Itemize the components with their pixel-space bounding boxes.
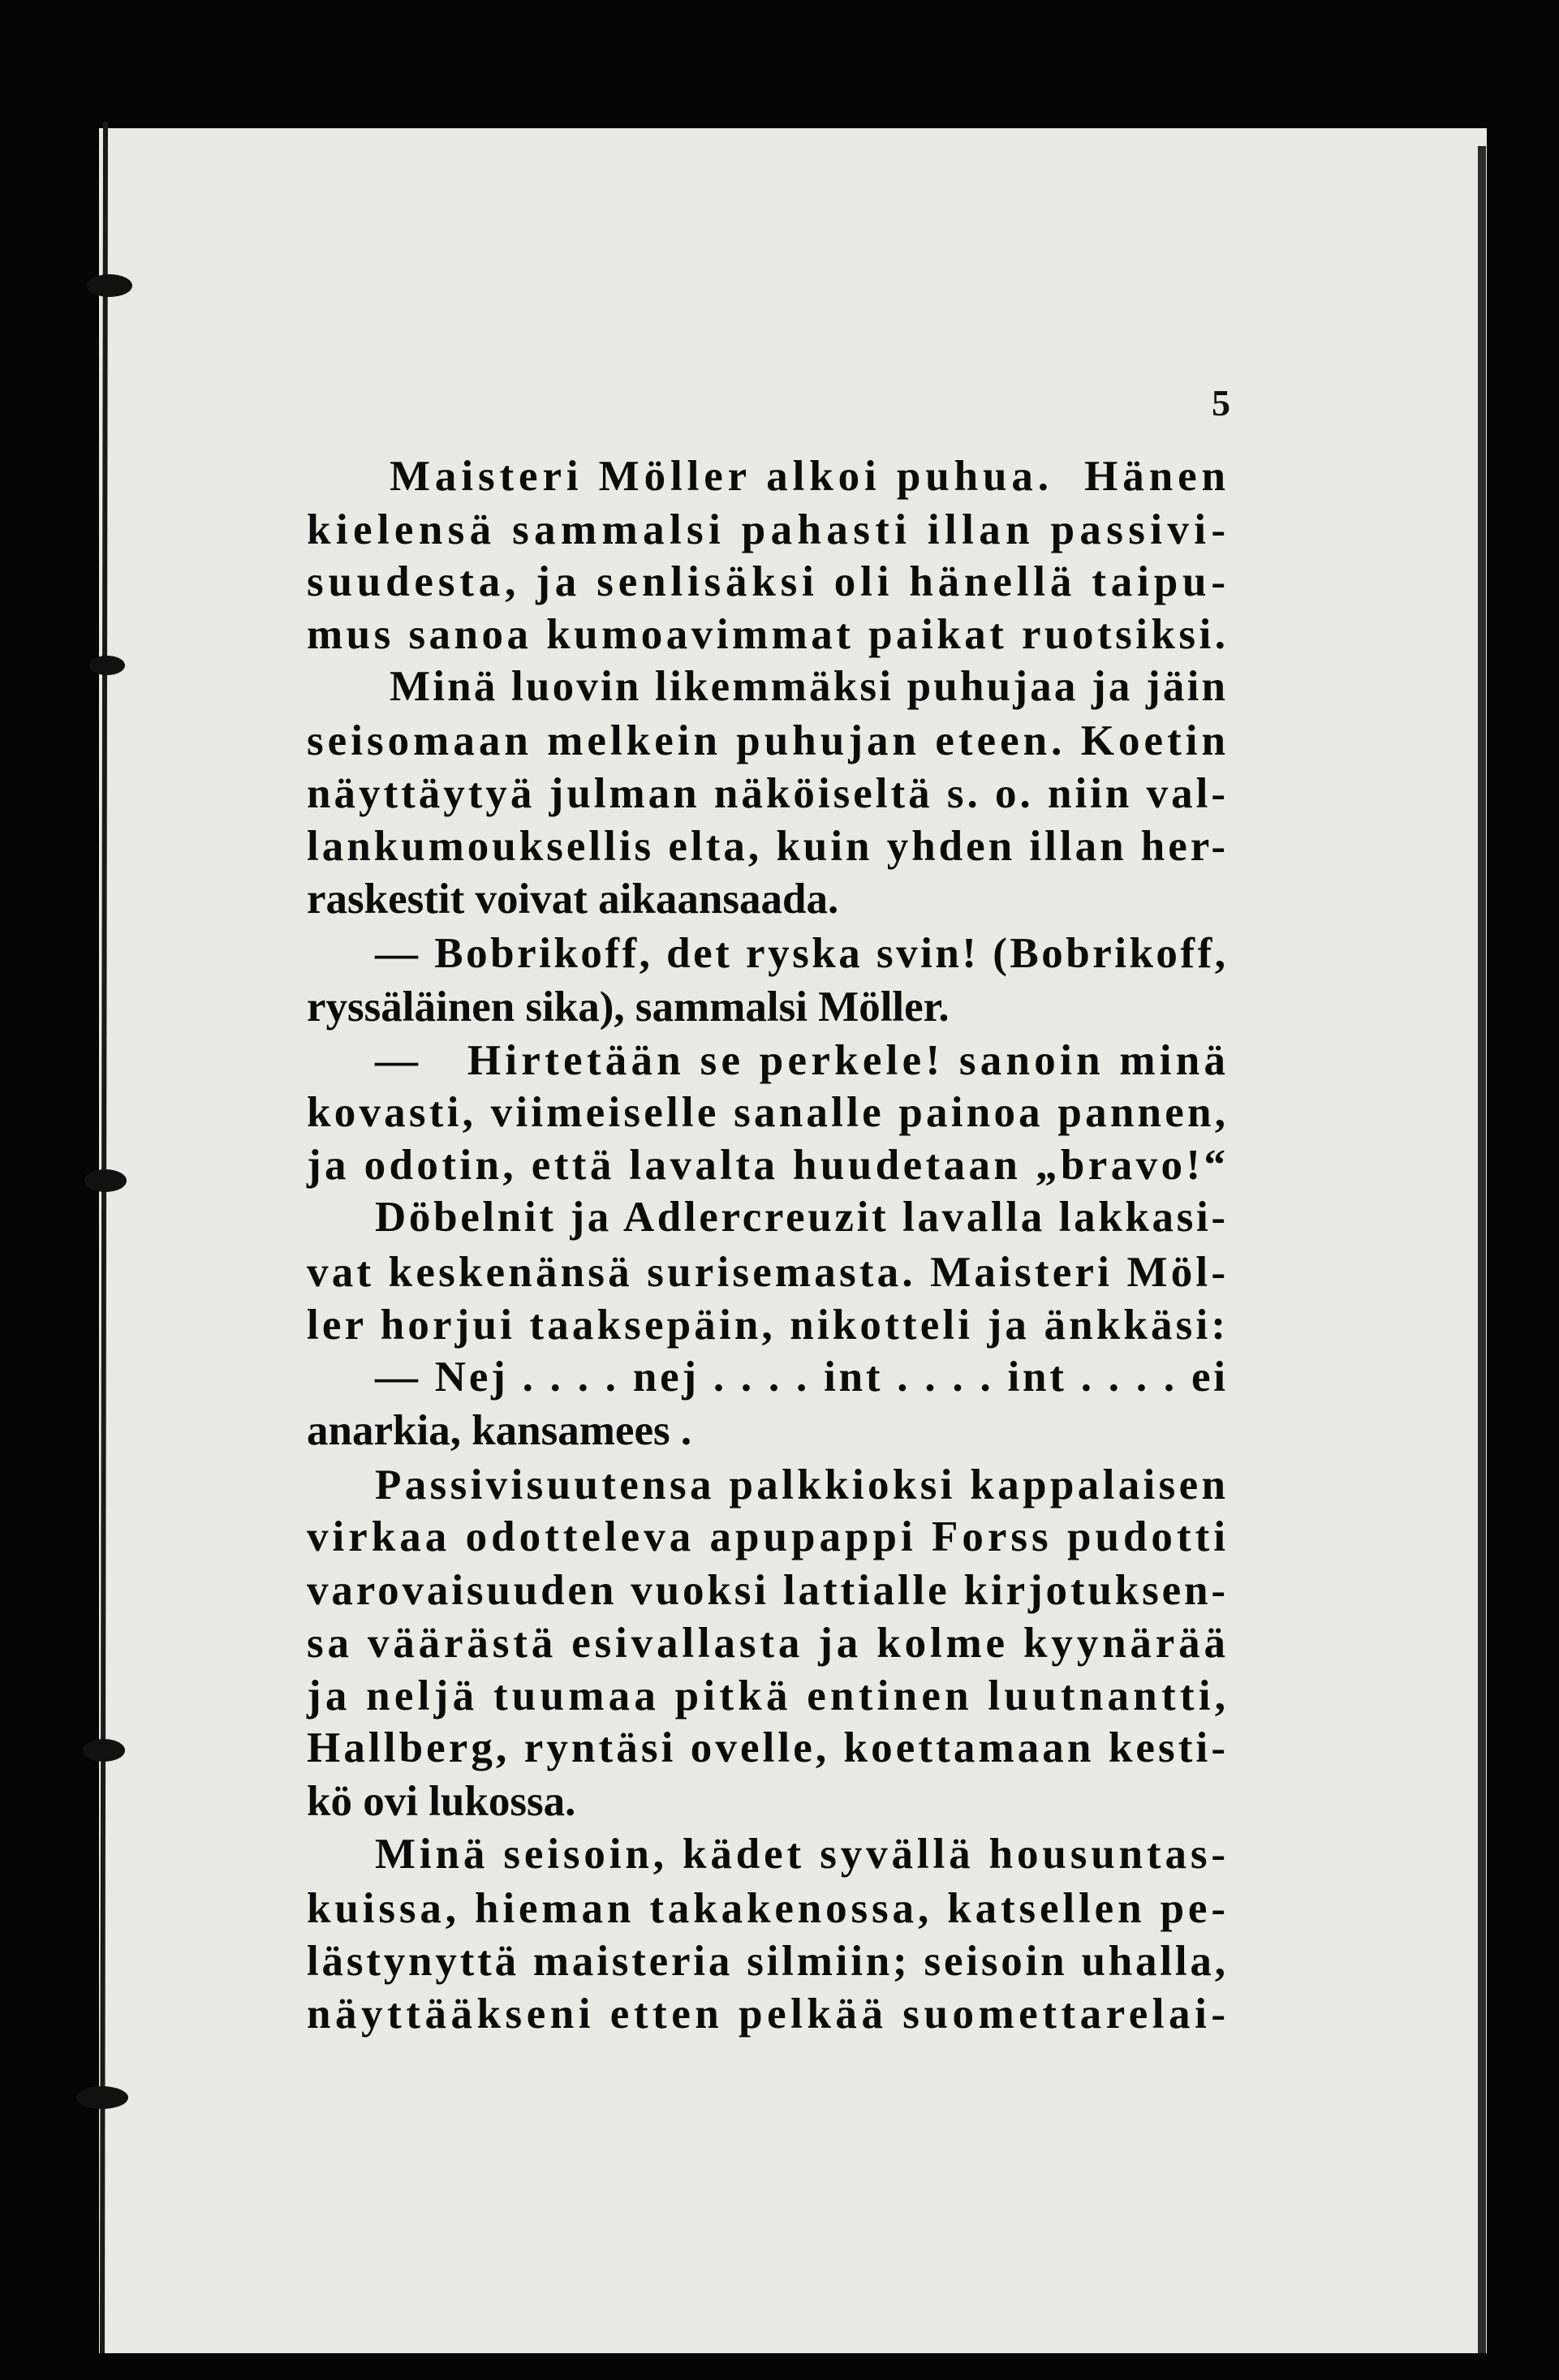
text-line: mus sanoa kumoavimmat paikat ruotsiksi. [307, 611, 1230, 658]
text-line: — Bobrikoff, det ryska svin! (Bobrikoff, [375, 930, 1229, 977]
text-line: — Hirtetään se perkele! sanoin minä [375, 1037, 1230, 1084]
text-line: Döbelnit ja Adlercreuzit lavalla lakkasi- [375, 1194, 1229, 1241]
text-line: ja neljä tuumaa pitkä entinen luutnantti, [307, 1672, 1230, 1719]
text-line: lästynyttä maisteria silmiin; seisoin uhalla, [307, 1938, 1229, 1985]
text-line: ja odotin, että lavalta huudetaan „bravo!“ [307, 1142, 1230, 1189]
text-line: suudesta, ja senlisäksi oli hänellä taipu- [307, 558, 1230, 605]
text-line: kuissa, hieman takakenossa, katsellen pe- [307, 1885, 1230, 1932]
text-line: lankumouksellis elta, kuin yhden illan her- [307, 823, 1229, 870]
text-line: Passivisuutensa palkkioksi kappalaisen [375, 1461, 1230, 1508]
text-line: ryssäläinen sika), sammalsi Möller. [307, 983, 950, 1031]
text-line: seisomaan melkein puhujan eteen. Koetin [307, 717, 1230, 764]
text-line: sa väärästä esivallasta ja kolme kyynärää [307, 1620, 1230, 1667]
text-line: varovaisuuden vuoksi lattialle kirjotuksen- [307, 1567, 1229, 1614]
text-line: näyttääkseni etten pelkää suomettarelai- [307, 1991, 1230, 2038]
page-number: 5 [1212, 382, 1230, 424]
text-line: virkaa odotteleva apupappi Forss pudotti [307, 1513, 1230, 1560]
text-line: Maisteri Möller alkoi puhua. Hänen [390, 453, 1230, 500]
text-line: Minä seisoin, kädet syvällä housuntas- [375, 1831, 1230, 1878]
text-line: vat keskenänsä surisemasta. Maisteri Möl- [307, 1249, 1230, 1296]
text-line: Hallberg, ryntäsi ovelle, koettamaan kesti- [307, 1724, 1230, 1771]
stitch-mark [89, 656, 125, 675]
text-line: kö ovi lukossa. [307, 1778, 576, 1825]
stitch-mark [83, 1739, 125, 1762]
text-line: raskestit voivat aikaansaada. [307, 876, 839, 923]
text-line: Minä luovin likemmäksi puhujaa ja jäin [390, 663, 1229, 710]
text-line: näyttäytyä julman näköiseltä s. o. niin val- [307, 770, 1229, 817]
stitch-mark [76, 2086, 128, 2109]
text-line: ler horjui taaksepäin, nikotteli ja änkkäsi: [307, 1302, 1230, 1349]
stitch-mark [84, 1169, 127, 1192]
text-line: kovasti, viimeiselle sanalle painoa pannen, [307, 1089, 1230, 1136]
binding-thread-line [102, 122, 106, 2353]
text-line: — Nej . . . . nej . . . . int . . . . int . . . . ei [375, 1354, 1229, 1401]
stitch-mark [87, 274, 132, 297]
text-line: anarkia, kansamees . [307, 1407, 692, 1454]
text-line: kielensä sammalsi pahasti illan passivi- [307, 506, 1231, 553]
